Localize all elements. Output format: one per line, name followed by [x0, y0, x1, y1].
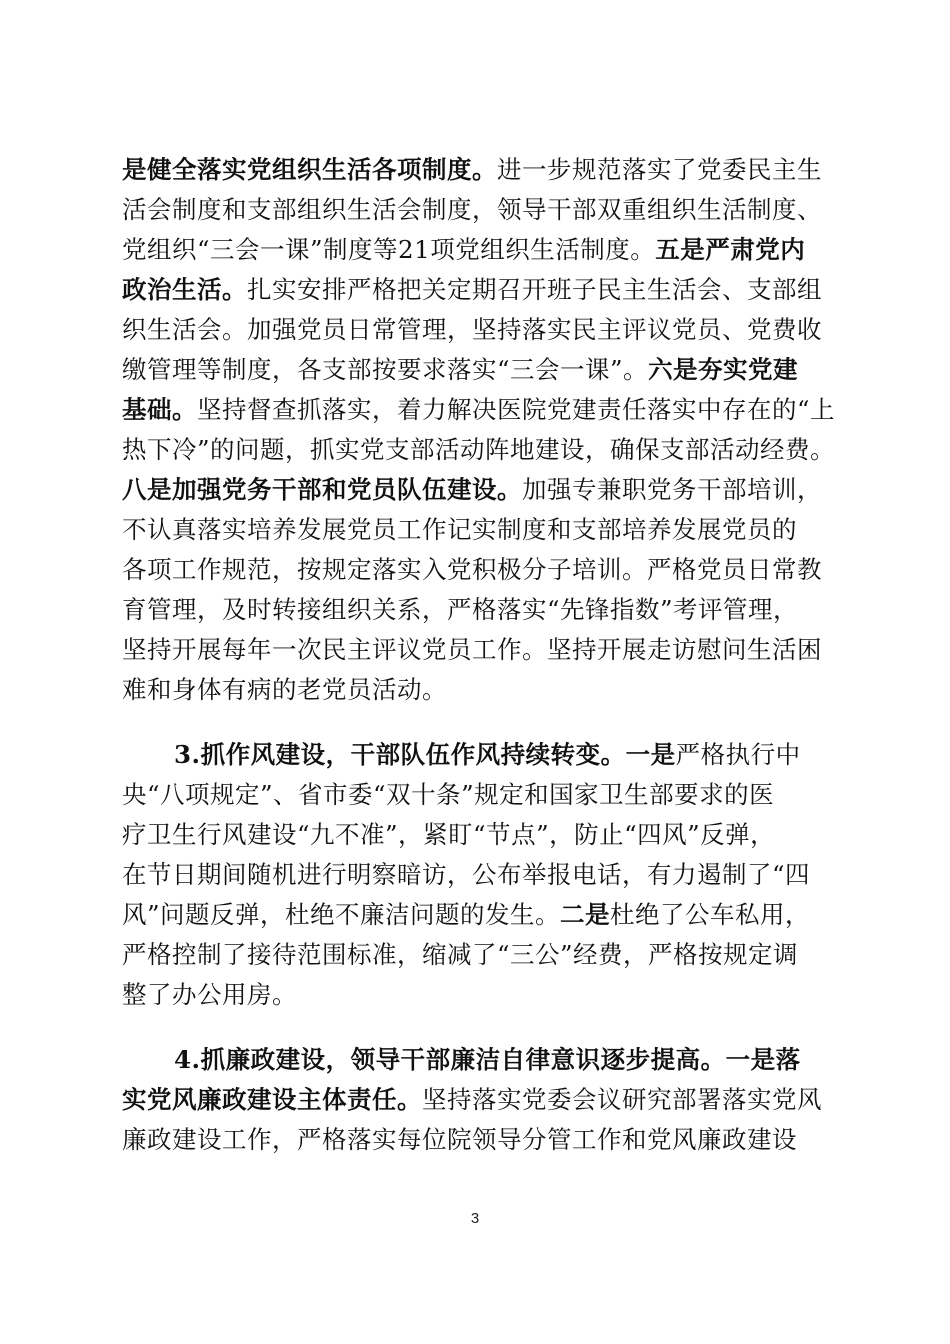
text-line [122, 513, 797, 547]
text-line [122, 593, 798, 627]
text-segment: 整了办公用房。 [122, 980, 297, 1009]
text-line [122, 233, 805, 267]
text-line [122, 978, 297, 1012]
bold-text-segment: 3.抓作风建设，干部队伍作风持续转变。一是 [174, 740, 676, 769]
bold-text-segment: 八是加强党务干部和党员队伍建设。 [122, 475, 522, 504]
text-line [122, 353, 798, 387]
text-segment: 难和身体有病的老党员活动。 [122, 675, 447, 704]
text-segment: 杜绝了公车私用， [610, 900, 811, 929]
bold-text-segment: 基础。 [122, 395, 197, 424]
text-line [122, 778, 774, 812]
text-segment: 央“八项规定”、省市委“双十条”规定和国家卫生部要求的医 [122, 780, 775, 809]
text-line [122, 153, 822, 187]
text-segment: 党组织“三会一课”制度等21项党组织生活制度。 [122, 235, 656, 264]
text-segment: 疗卫生行风建设“九不准”，紧盯“节点”，防止“四风”反弹， [122, 820, 776, 849]
text-segment: 坚持督查抓落实，着力解决医院党建责任落实中存在的“上 [197, 395, 836, 424]
text-segment: 在节日期间随机进行明察暗访，公布举报电话，有力遏制了“四 [122, 860, 811, 889]
text-segment: 织生活会。加强党员日常管理，坚持落实民主评议党员、党费收 [122, 315, 822, 344]
text-line [174, 1043, 801, 1077]
text-line [122, 473, 822, 507]
text-segment: 进一步规范落实了党委民主生 [497, 155, 822, 184]
text-segment: 不认真落实培养发展党员工作记实制度和支部培养发展党员的 [122, 515, 797, 544]
bold-text-segment: 实党风廉政建设主体责任。 [122, 1085, 422, 1114]
text-segment: 缴管理等制度，各支部按要求落实“三会一课”。 [122, 355, 649, 384]
bold-text-segment: 是健全落实党组织生活各项制度。 [122, 155, 497, 184]
text-segment: 各项工作规范，按规定落实入党积极分子培训。严格党员日常教 [122, 555, 822, 584]
text-line [122, 313, 822, 347]
text-segment: 严格执行中 [675, 740, 801, 769]
text-segment: 严格控制了接待范围标准，缩减了“三公”经费，严格按规定调 [122, 940, 799, 969]
bold-text-segment: 二是 [560, 900, 611, 929]
page-number: 3 [470, 1210, 480, 1227]
bold-text-segment: 五是严肃党内 [655, 235, 806, 264]
text-line [122, 553, 822, 587]
bold-text-segment: 政治生活。 [122, 275, 247, 304]
text-line [122, 1123, 797, 1157]
text-segment: 风”问题反弹，杜绝不廉洁问题的发生。 [122, 900, 561, 929]
text-segment: 育管理，及时转接组织关系，严格落实“先锋指数”考评管理， [122, 595, 799, 624]
text-line [122, 633, 822, 667]
text-line [122, 273, 822, 307]
text-segment: 坚持开展每年一次民主评议党员工作。坚持开展走访慰问生活困 [122, 635, 822, 664]
text-line [122, 938, 798, 972]
bold-text-segment: 4.抓廉政建设，领导干部廉洁自律意识逐步提高。一是落 [174, 1045, 801, 1074]
text-line [122, 898, 810, 932]
text-line [122, 193, 822, 227]
text-segment: 廉政建设工作，严格落实每位院领导分管工作和党风廉政建设 [122, 1125, 797, 1154]
bold-text-segment: 六是夯实党建 [648, 355, 799, 384]
text-segment: 扎实安排严格把关定期召开班子民主生活会、支部组 [247, 275, 822, 304]
text-line [122, 1083, 822, 1117]
text-line [174, 738, 801, 772]
text-segment: 热下冷”的问题，抓实党支部活动阵地建设，确保支部活动经费。 [122, 435, 836, 464]
text-line [122, 818, 775, 852]
text-line [122, 858, 810, 892]
text-segment: 加强专兼职党务干部培训， [522, 475, 822, 504]
text-line [122, 433, 835, 467]
text-segment: 活会制度和支部组织生活会制度，领导干部双重组织生活制度、 [122, 195, 822, 224]
text-line [122, 673, 447, 707]
text-segment: 坚持落实党委会议研究部署落实党风 [422, 1085, 822, 1114]
text-line [122, 393, 835, 427]
